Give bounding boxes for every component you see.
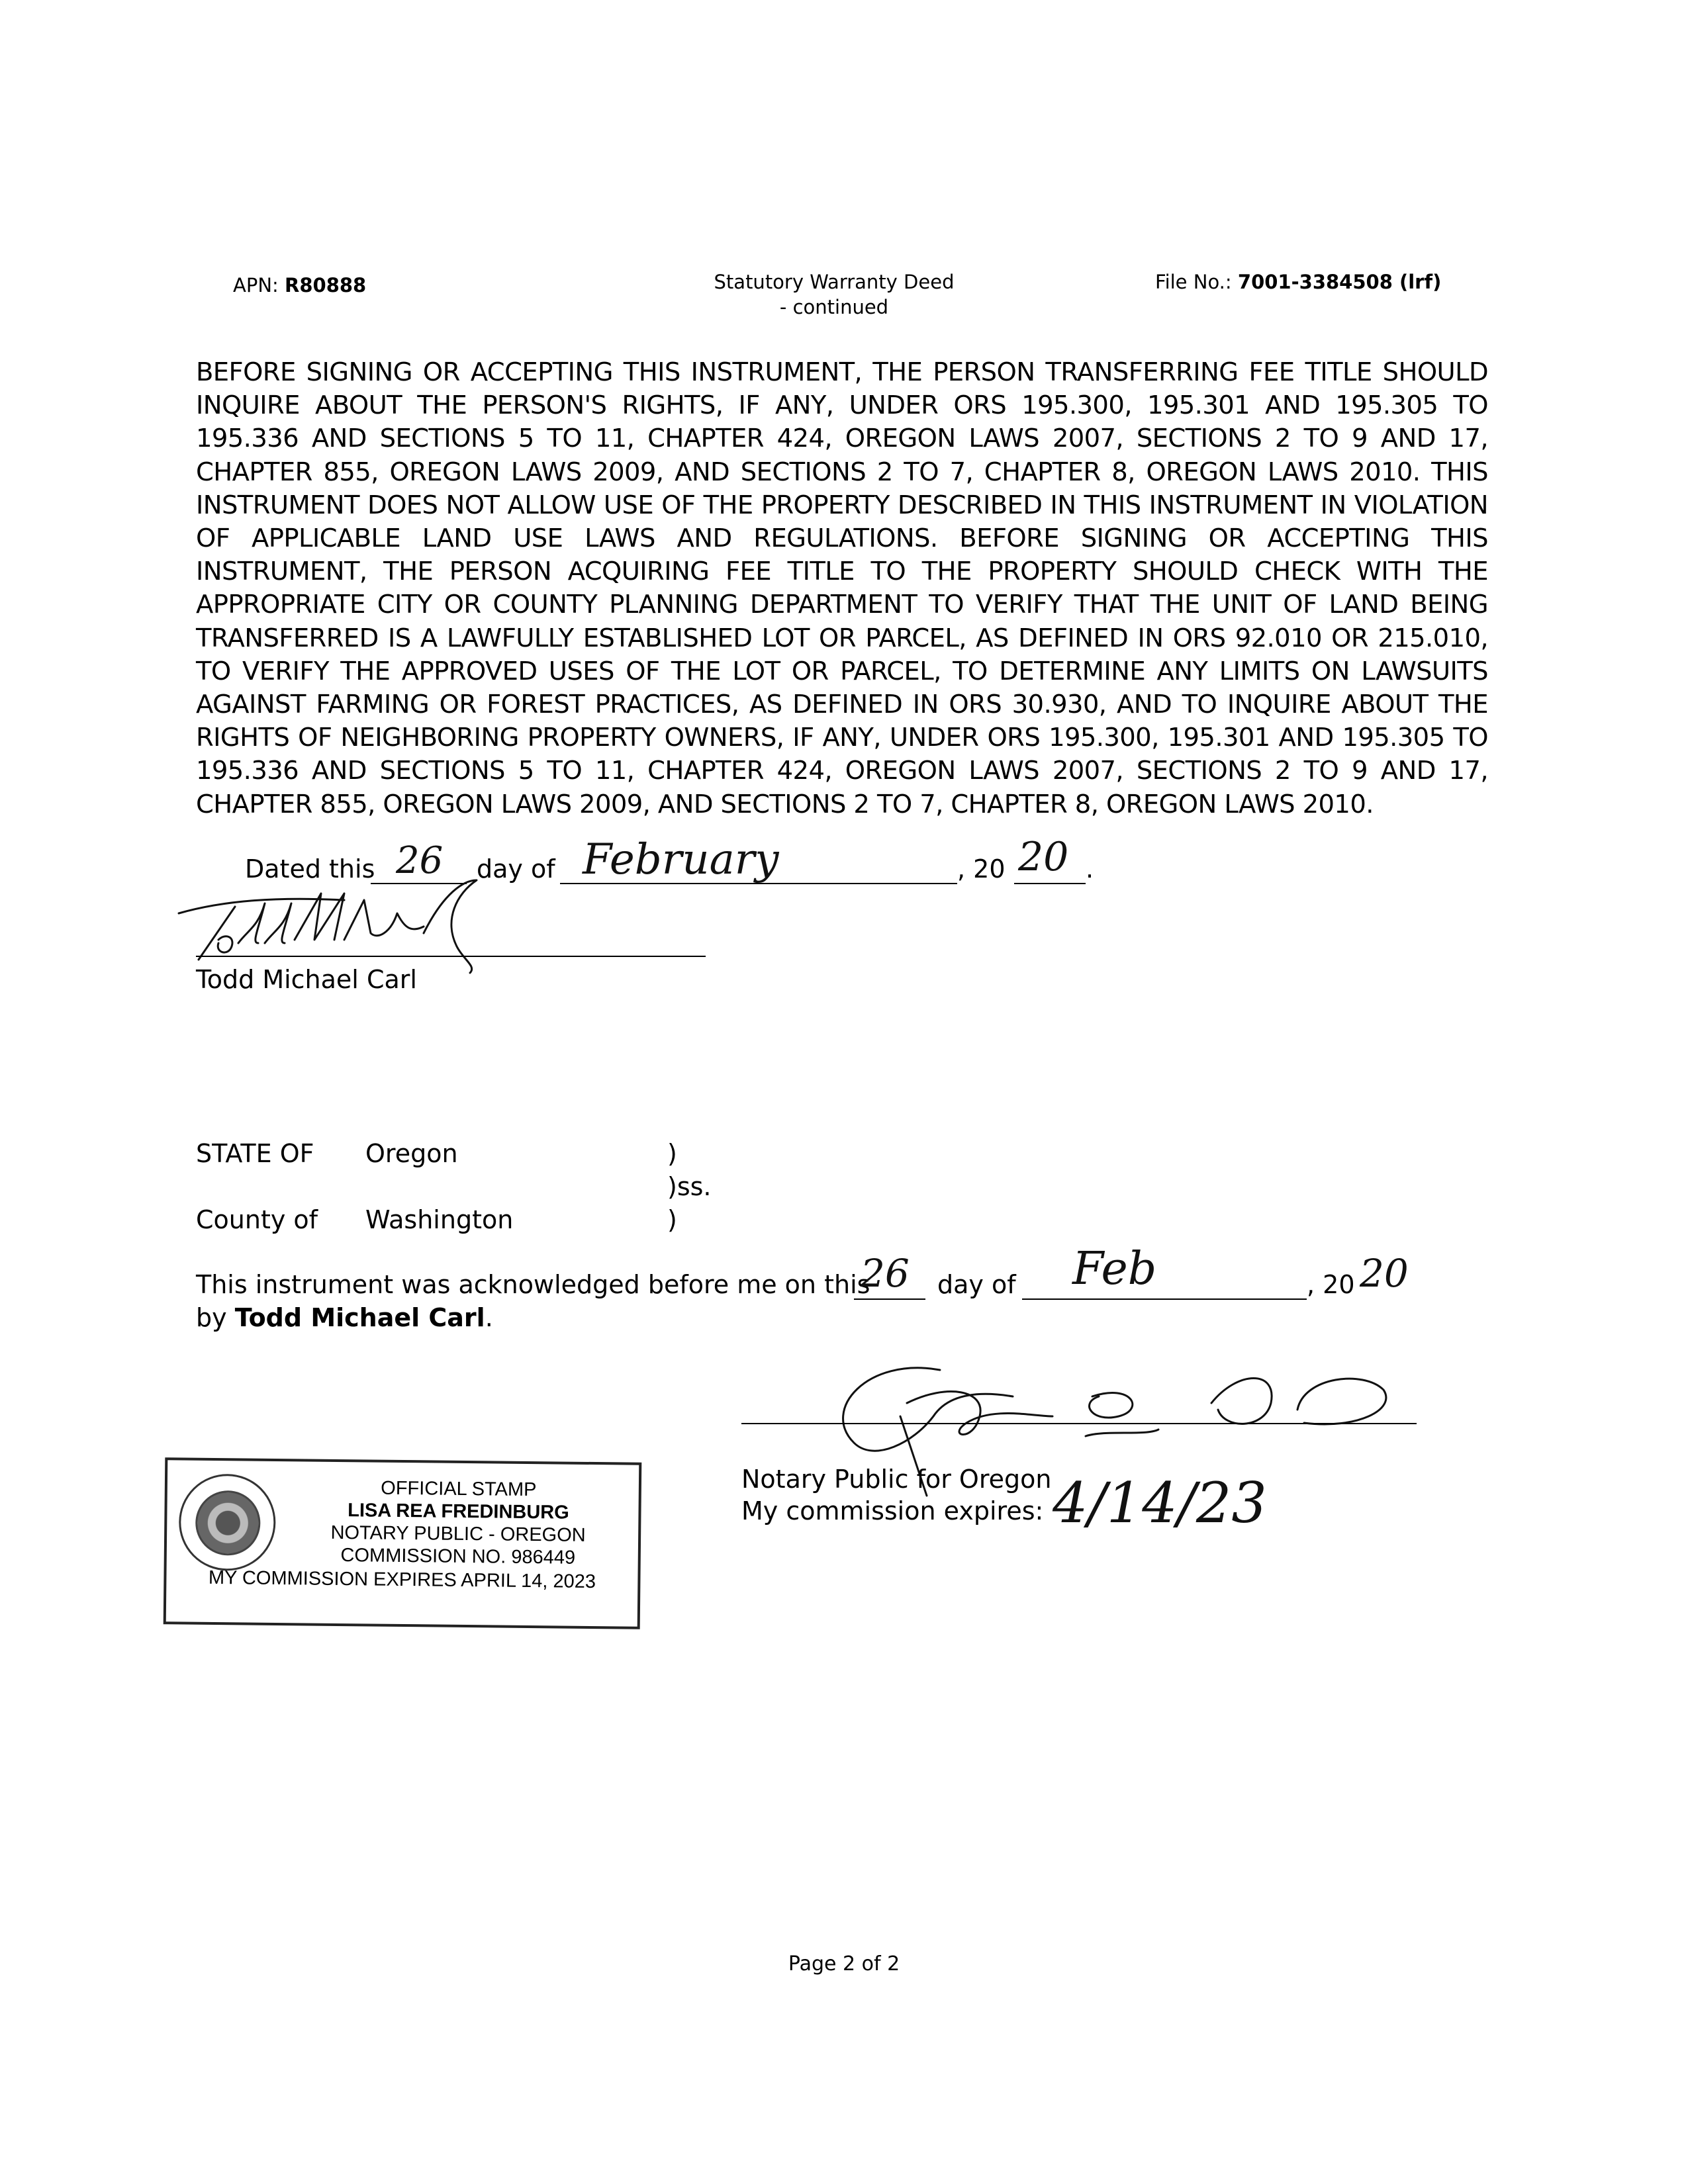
stamp-line-commission: COMMISSION NO. 986449 (340, 1545, 576, 1569)
stamp-line-notary: NOTARY PUBLIC - OREGON (330, 1522, 586, 1546)
notary-expires-handwritten: 4/14/23 (1053, 1471, 1267, 1535)
document-title-block (649, 269, 1019, 320)
notary-title: Notary Public for Oregon (741, 1465, 1052, 1494)
dated-year-handwritten: 20 (1018, 834, 1069, 880)
stamp-line-name: LISA REA FREDINBURG (348, 1500, 569, 1524)
signer-name: Todd Michael Carl (196, 965, 417, 994)
ack-day-line (854, 1298, 925, 1300)
ack-year-prefix: , 20 (1307, 1270, 1355, 1299)
file-number-value: 7001-3384508 (lrf) (1237, 271, 1442, 293)
page-number: Page 2 of 2 (788, 1952, 900, 1976)
acknowledgment-prefix: This instrument was acknowledged before me on this (196, 1270, 870, 1299)
document-subtitle: - continued (779, 296, 889, 318)
dated-prefix: Dated this (245, 854, 375, 884)
apn-label: APN: (233, 274, 279, 296)
ack-year-handwritten: 20 (1360, 1251, 1409, 1296)
signer-signature-line (196, 956, 706, 957)
ack-month-line (1022, 1298, 1307, 1300)
dated-year-line (1014, 883, 1086, 884)
dated-day-handwritten: 26 (396, 839, 444, 882)
ack-day-handwritten: 26 (861, 1251, 910, 1296)
official-notary-stamp (164, 1457, 642, 1629)
dated-year-prefix: , 20 (957, 854, 1006, 884)
acknowledgment-by (196, 1302, 493, 1333)
ack-by-prefix: by (196, 1303, 227, 1332)
venue-ss: )ss. (667, 1172, 712, 1201)
ack-by-suffix: . (485, 1303, 493, 1332)
venue-paren-1: ) (667, 1139, 677, 1168)
dated-suffix: . (1086, 854, 1094, 884)
apn-value: R80888 (285, 274, 367, 296)
file-number (1155, 269, 1441, 295)
dated-month-handwritten: February (583, 835, 779, 884)
stamp-line-expires: MY COMMISSION EXPIRES APRIL 14, 2023 (208, 1567, 596, 1593)
stamp-line-official: OFFICIAL STAMP (381, 1477, 537, 1501)
notary-signature-line (741, 1423, 1417, 1424)
apn (233, 273, 366, 298)
ack-by-name: Todd Michael Carl (234, 1303, 485, 1332)
county-label: County of (196, 1205, 318, 1234)
dated-day-of: day of (477, 854, 555, 884)
statutory-notice-paragraph: BEFORE SIGNING OR ACCEPTING THIS INSTRUMENT, THE PERSON TRANSFERRING FEE TITLE SHOULD INQUIRE ABOUT THE PERSON'S RIGHTS, IF ANY, UNDER ORS 195.300, 195.301 AND 195.305 TO 195.336 AND SECTIONS 5 TO 11, CHAPTER 424, OREGON LAWS 2007, SECTIONS 2 TO 9 AND 17, CHAPTER 855, OREGON LAWS 2009, AND SECTIONS 2 TO 7, CHAPTER 8, OREGON LAWS 2010. THIS INSTRUMENT DOES NOT ALLOW USE OF THE PROPERTY DESCRIBED IN THIS INSTRUMENT IN VIOLATION OF APPLICABLE LAND USE LAWS AND REGULATIONS. BEFORE SIGNING OR ACCEPTING THIS INSTRUMENT, THE PERSON ACQUIRING FEE TITLE TO THE PROPERTY SHOULD CHECK WITH THE APPROPRIATE CITY OR COUNTY PLANNING DEPARTMENT TO VERIFY THAT THE UNIT OF LAND BEING TRANSFERRED IS A LAWFULLY ESTABLISHED LOT OR PARCEL, AS DEFINED IN ORS 92.010 OR 215.010, TO VERIFY THE APPROVED USES OF THE LOT OR PARCEL, TO DETERMINE ANY LIMITS ON LAWSUITS AGAINST FARMING OR FOREST PRACTICES, AS DEFINED IN ORS 30.930, AND TO INQUIRE ABOUT THE RIGHTS OF NEIGHBORING PROPERTY OWNERS, IF ANY, UNDER ORS 195.300, 195.301 AND 195.305 TO 195.336 AND SECTIONS 5 TO 11, CHAPTER 424, OREGON LAWS 2007, SECTIONS 2 TO 9 AND 17, CHAPTER 855, OREGON LAWS 2009, AND SECTIONS 2 TO 7, CHAPTER 8, OREGON LAWS 2010. (196, 357, 1488, 819)
document-title: Statutory Warranty Deed (714, 271, 955, 293)
venue-paren-2: ) (667, 1205, 677, 1234)
state-label: STATE OF (196, 1139, 314, 1168)
ack-day-of: day of (937, 1270, 1016, 1299)
notary-expires-label: My commission expires: (741, 1496, 1044, 1525)
ack-month-handwritten: Feb (1072, 1243, 1157, 1295)
county-value: Washington (365, 1205, 514, 1234)
state-seal-icon (179, 1473, 277, 1571)
state-value: Oregon (365, 1139, 458, 1168)
file-number-label: File No.: (1155, 271, 1232, 293)
